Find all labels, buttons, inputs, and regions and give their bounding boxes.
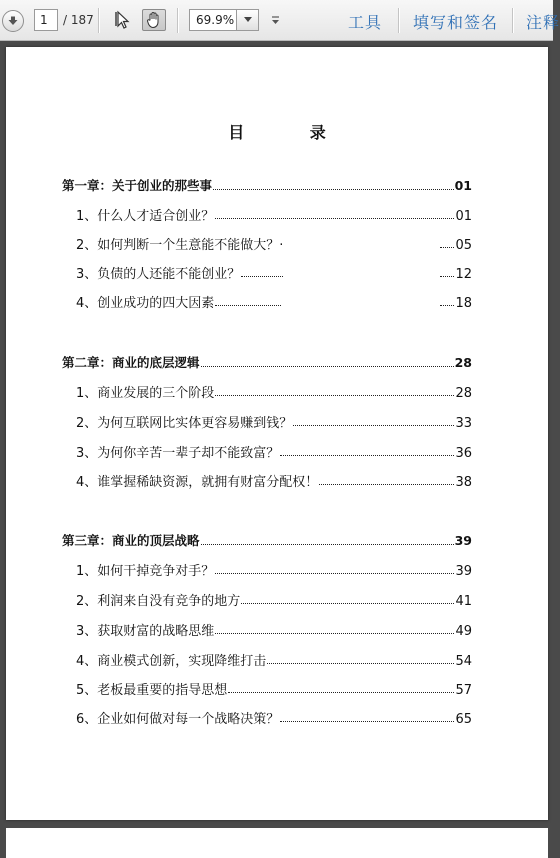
dot-leader bbox=[241, 276, 283, 277]
toc-section[interactable] bbox=[76, 292, 472, 311]
next-page-button[interactable] bbox=[2, 10, 24, 32]
dot-leader bbox=[201, 366, 454, 367]
dot-leader bbox=[215, 395, 454, 396]
dot-leader bbox=[319, 484, 454, 485]
chapter-title: 第一章：关于创业的那些事 bbox=[62, 178, 213, 193]
toolbar-divider bbox=[512, 8, 514, 33]
toc-chapter[interactable] bbox=[62, 531, 472, 549]
page-number: 38 bbox=[455, 475, 472, 490]
page-number: 49 bbox=[455, 624, 472, 639]
toc-section[interactable] bbox=[76, 263, 472, 282]
dot-leader bbox=[215, 218, 454, 219]
hand-icon bbox=[146, 11, 162, 29]
section-title: 3、为何你辛苦一辈子却不能致富？ bbox=[76, 446, 280, 461]
section-title: 1、什么人才适合创业？ bbox=[76, 209, 215, 224]
section-title: 2、利润来自没有竞争的地方 bbox=[76, 594, 241, 609]
section-title: 6、企业如何做对每一个战略决策？ bbox=[76, 712, 280, 727]
toc-section[interactable] bbox=[76, 234, 472, 253]
hand-tool-button[interactable] bbox=[142, 9, 166, 31]
toc-title: 目 录 bbox=[228, 123, 356, 142]
page-number: 05 bbox=[455, 238, 472, 253]
menu-tools[interactable]: 工具 bbox=[348, 13, 383, 32]
toolbar-divider bbox=[177, 8, 179, 33]
page-number: 65 bbox=[455, 712, 472, 727]
page-number: 57 bbox=[455, 683, 472, 698]
menu-comment[interactable]: 注释 bbox=[526, 13, 560, 32]
select-tool-button[interactable] bbox=[111, 9, 135, 31]
toc-section[interactable] bbox=[76, 620, 472, 639]
page-number: 28 bbox=[455, 386, 472, 401]
section-title: 3、负债的人还能不能创业？ bbox=[76, 267, 241, 282]
page-total: / 187 bbox=[63, 13, 94, 27]
dot-leader bbox=[201, 544, 454, 545]
dot-leader bbox=[215, 573, 454, 574]
menu-fill-sign[interactable]: 填写和签名 bbox=[413, 13, 499, 32]
toc-section[interactable] bbox=[76, 650, 472, 669]
dot-leader bbox=[280, 455, 454, 456]
toolbar-more-button[interactable] bbox=[268, 11, 282, 29]
page-number: 18 bbox=[455, 296, 472, 311]
toc-section[interactable] bbox=[76, 590, 472, 609]
page-number: 12 bbox=[455, 267, 472, 282]
dot-leader bbox=[440, 276, 454, 277]
toc-section[interactable] bbox=[76, 442, 472, 461]
page-number: 28 bbox=[454, 355, 472, 370]
toc-section[interactable] bbox=[76, 560, 472, 579]
page-number: 01 bbox=[455, 209, 472, 224]
section-title: 4、创业成功的四大因素 bbox=[76, 296, 215, 311]
toc-section[interactable] bbox=[76, 471, 472, 490]
page-number: 41 bbox=[455, 594, 472, 609]
page-number: 33 bbox=[455, 416, 472, 431]
toolbar bbox=[0, 0, 560, 41]
section-title: 1、商业发展的三个阶段 bbox=[76, 386, 215, 401]
dot-leader bbox=[213, 189, 454, 190]
zoom-input[interactable]: 69.9% bbox=[189, 9, 237, 31]
toc-chapter[interactable] bbox=[62, 353, 472, 371]
dot-leader bbox=[228, 692, 454, 693]
chapter-title: 第三章：商业的顶层战略 bbox=[62, 533, 200, 548]
section-title: 4、谁掌握稀缺资源，就拥有财富分配权！ bbox=[76, 475, 319, 490]
section-title: 5、老板最重要的指导思想 bbox=[76, 683, 228, 698]
dot-leader bbox=[440, 305, 454, 306]
toc-section[interactable] bbox=[76, 382, 472, 401]
dot-leader bbox=[215, 633, 454, 634]
dot-leader bbox=[440, 247, 454, 248]
cursor-arrow-icon bbox=[115, 11, 131, 29]
section-title: 3、获取财富的战略思维 bbox=[76, 624, 215, 639]
section-title: 2、如何判断一个生意能不能做大？· bbox=[76, 238, 284, 253]
section-title: 4、商业模式创新，实现降维打击 bbox=[76, 654, 267, 669]
page-number: 39 bbox=[455, 564, 472, 579]
zoom-dropdown-button[interactable] bbox=[237, 9, 259, 31]
document-page bbox=[6, 47, 548, 820]
chapter-title: 第二章：商业的底层逻辑 bbox=[62, 355, 200, 370]
toc-chapter[interactable] bbox=[62, 176, 472, 194]
toc-section[interactable] bbox=[76, 679, 472, 698]
page-number: 54 bbox=[455, 654, 472, 669]
toc-section[interactable] bbox=[76, 412, 472, 431]
arrow-down-icon bbox=[7, 15, 19, 27]
chevron-down-icon bbox=[244, 17, 252, 23]
dot-leader bbox=[241, 603, 454, 604]
dot-leader bbox=[215, 305, 281, 306]
toc-section[interactable] bbox=[76, 205, 472, 224]
dot-leader bbox=[280, 721, 454, 722]
next-document-page bbox=[6, 828, 548, 858]
page-number: 36 bbox=[455, 446, 472, 461]
overflow-menu-icon bbox=[271, 15, 280, 25]
toolbar-divider bbox=[398, 8, 400, 33]
page-number: 01 bbox=[454, 178, 472, 193]
toc-section[interactable] bbox=[76, 708, 472, 727]
dot-leader bbox=[267, 663, 454, 664]
section-title: 2、为何互联网比实体更容易赚到钱？ bbox=[76, 416, 293, 431]
toolbar-divider bbox=[98, 8, 100, 33]
page-number-input[interactable]: 1 bbox=[34, 9, 58, 31]
page-number: 39 bbox=[454, 533, 472, 548]
dot-leader bbox=[293, 425, 454, 426]
section-title: 1、如何干掉竞争对手？ bbox=[76, 564, 215, 579]
